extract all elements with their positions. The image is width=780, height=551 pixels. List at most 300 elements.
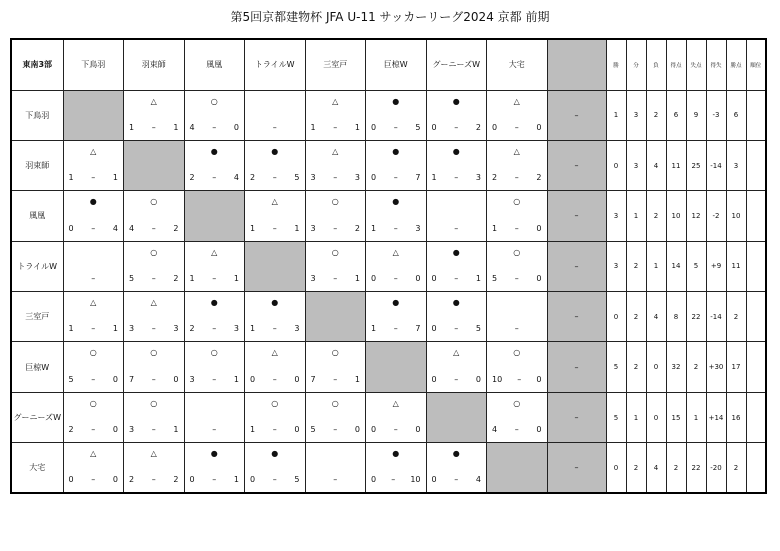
match-cell — [487, 342, 548, 392]
away-goals: 4 — [475, 475, 481, 485]
away-goals: 0 — [233, 122, 239, 132]
score-dash: – — [393, 425, 398, 435]
score-dash: – — [151, 475, 156, 485]
row-team-label: 羽束師 — [11, 140, 63, 190]
home-goals: 7 — [310, 374, 316, 384]
score-dash: – — [514, 425, 519, 435]
result-mark: ○ — [150, 348, 158, 358]
away-goals: 3 — [233, 324, 239, 334]
away-goals: 1 — [475, 274, 481, 284]
score — [311, 174, 361, 182]
score — [69, 376, 119, 384]
division-label: 東南3部 — [11, 39, 63, 90]
match-cell — [63, 241, 124, 291]
away-goals: 1 — [173, 425, 179, 435]
result-mark: △ — [453, 348, 460, 358]
stat-value: -2 — [706, 191, 726, 241]
blank-column-cell: – — [547, 90, 606, 140]
score-dash: – — [91, 374, 96, 384]
stat-value: 4 — [646, 443, 666, 493]
stat-value: 2 — [646, 191, 666, 241]
home-goals: 0 — [68, 223, 74, 233]
stat-value: 5 — [606, 392, 626, 442]
result-mark: △ — [211, 247, 218, 257]
score-dash: – — [454, 374, 459, 384]
score — [250, 476, 300, 484]
match-cell — [426, 342, 487, 392]
home-goals: 1 — [129, 122, 135, 132]
blank-column-cell: – — [547, 191, 606, 241]
score-dash: – — [151, 122, 156, 132]
away-goals: 3 — [415, 223, 421, 233]
home-goals: 0 — [250, 475, 256, 485]
stat-value: 1 — [646, 241, 666, 291]
home-goals: 5 — [129, 274, 135, 284]
stat-value: 2 — [726, 292, 746, 342]
team-row — [11, 90, 766, 140]
match-cell — [487, 292, 548, 342]
score — [371, 275, 421, 283]
score — [250, 376, 300, 384]
score — [250, 325, 300, 333]
home-goals: 10 — [492, 374, 503, 384]
match-cell — [487, 241, 548, 291]
blank-column-header — [547, 39, 606, 90]
match-cell — [305, 241, 366, 291]
result-mark: ● — [271, 146, 279, 156]
away-goals: 3 — [475, 173, 481, 183]
away-goals: 2 — [173, 274, 179, 284]
score-dash: – — [272, 475, 277, 485]
result-mark: ● — [452, 96, 460, 106]
stat-value: +30 — [706, 342, 726, 392]
score — [432, 124, 482, 132]
stat-value: 2 — [626, 443, 646, 493]
match-cell — [366, 292, 427, 342]
score — [250, 174, 300, 182]
stat-value: 4 — [646, 140, 666, 190]
score — [371, 426, 421, 434]
result-mark: △ — [150, 449, 157, 459]
away-goals: 0 — [173, 374, 179, 384]
result-mark: △ — [392, 398, 399, 408]
column-team-header: 風凰 — [184, 39, 245, 90]
home-goals: 3 — [310, 173, 316, 183]
stat-value: 2 — [646, 90, 666, 140]
result-mark: △ — [271, 348, 278, 358]
match-cell — [487, 392, 548, 442]
score — [371, 225, 421, 233]
team-row — [11, 443, 766, 493]
home-goals: 1 — [250, 425, 256, 435]
score-dash: – — [333, 374, 338, 384]
stat-value: 6 — [666, 90, 686, 140]
away-goals: 1 — [354, 122, 360, 132]
match-cell — [245, 392, 306, 442]
score-dash: – — [151, 324, 156, 334]
result-mark: △ — [332, 96, 339, 106]
stat-value: 1 — [626, 392, 646, 442]
match-cell — [366, 140, 427, 190]
result-mark: ○ — [513, 398, 521, 408]
away-goals: 1 — [173, 122, 179, 132]
away-goals: 4 — [233, 173, 239, 183]
score — [432, 376, 482, 384]
score-dash: – — [91, 324, 96, 334]
score — [250, 225, 300, 233]
score-dash: – — [212, 122, 217, 132]
blank-column-cell: – — [547, 241, 606, 291]
result-mark: ● — [210, 146, 218, 156]
away-goals: 5 — [415, 122, 421, 132]
blank-column-cell: – — [547, 140, 606, 190]
score-dash: – — [212, 475, 217, 485]
score-dash: – — [514, 223, 519, 233]
match-cell — [305, 140, 366, 190]
stat-header: 負 — [646, 39, 666, 90]
away-goals: 1 — [112, 324, 118, 334]
column-team-header: トライルW — [245, 39, 306, 90]
match-cell — [184, 443, 245, 493]
score-dash: – — [393, 324, 398, 334]
score-dash: – — [514, 274, 519, 284]
score-dash: – — [212, 374, 217, 384]
score-dash: – — [454, 122, 459, 132]
stat-value: 1 — [686, 392, 706, 442]
blank-column-cell: – — [547, 292, 606, 342]
away-goals: 10 — [410, 475, 421, 485]
match-cell — [245, 292, 306, 342]
home-goals: 0 — [371, 274, 377, 284]
home-goals: 0 — [431, 374, 437, 384]
score-dash: – — [212, 173, 217, 183]
stat-value: -14 — [706, 140, 726, 190]
match-cell — [124, 241, 185, 291]
stat-value: 5 — [606, 342, 626, 392]
stat-value: +14 — [706, 392, 726, 442]
away-goals: 3 — [354, 173, 360, 183]
home-goals: 0 — [189, 475, 195, 485]
match-cell — [184, 292, 245, 342]
row-team-label: 風凰 — [11, 191, 63, 241]
team-row — [11, 292, 766, 342]
stat-value: 1 — [626, 191, 646, 241]
match-cell — [426, 292, 487, 342]
result-mark: ● — [392, 96, 400, 106]
match-cell — [124, 90, 185, 140]
score-dash: – — [393, 223, 398, 233]
stat-value — [746, 241, 766, 291]
header-row — [11, 39, 766, 90]
result-mark: △ — [392, 247, 399, 257]
row-team-label: 大宅 — [11, 443, 63, 493]
away-goals: 1 — [354, 274, 360, 284]
stat-header: 得失 — [706, 39, 726, 90]
stat-value: 8 — [666, 292, 686, 342]
away-goals: 7 — [415, 173, 421, 183]
stat-value: 3 — [606, 191, 626, 241]
home-goals: 4 — [492, 425, 498, 435]
result-mark: ● — [392, 298, 400, 308]
match-cell — [63, 392, 124, 442]
home-goals: 4 — [129, 223, 135, 233]
self-match-cell — [426, 392, 487, 442]
result-mark: ○ — [331, 348, 339, 358]
result-mark: ● — [210, 298, 218, 308]
row-team-label: 巨椋W — [11, 342, 63, 392]
score — [250, 426, 300, 434]
score-dash: – — [333, 425, 338, 435]
score — [190, 325, 240, 333]
stat-value — [746, 191, 766, 241]
score — [371, 325, 421, 333]
result-mark: ○ — [331, 247, 339, 257]
stat-value: 2 — [626, 241, 646, 291]
home-goals: 2 — [68, 425, 74, 435]
self-match-cell — [245, 241, 306, 291]
home-goals: 1 — [189, 274, 195, 284]
score-dash: – — [91, 223, 96, 233]
home-goals: 4 — [189, 122, 195, 132]
stat-value: 16 — [726, 392, 746, 442]
row-team-label: グーニーズW — [11, 392, 63, 442]
self-match-cell — [184, 191, 245, 241]
score-dash: – — [91, 173, 96, 183]
unplayed-dash: – — [91, 274, 96, 284]
stat-value: 3 — [626, 140, 646, 190]
stat-value: 25 — [686, 140, 706, 190]
unplayed-dash: – — [454, 223, 459, 233]
home-goals: 5 — [492, 274, 498, 284]
blank-column-cell: – — [547, 392, 606, 442]
result-mark: △ — [332, 146, 339, 156]
away-goals: 1 — [294, 223, 300, 233]
away-goals: 1 — [112, 173, 118, 183]
score — [190, 275, 240, 283]
score — [492, 124, 542, 132]
away-goals: 2 — [536, 173, 542, 183]
stat-value: 10 — [666, 191, 686, 241]
away-goals: 0 — [536, 425, 542, 435]
stat-value: 0 — [606, 292, 626, 342]
home-goals: 0 — [250, 374, 256, 384]
result-mark: ● — [210, 449, 218, 459]
stat-header: 勝点 — [726, 39, 746, 90]
match-cell — [184, 90, 245, 140]
score-dash: – — [333, 223, 338, 233]
match-cell — [366, 90, 427, 140]
away-goals: 0 — [354, 425, 360, 435]
match-cell — [63, 443, 124, 493]
score-dash: – — [333, 274, 338, 284]
score-dash: – — [393, 122, 398, 132]
away-goals: 0 — [294, 374, 300, 384]
result-mark: ○ — [89, 348, 97, 358]
stat-value — [746, 443, 766, 493]
match-cell — [245, 342, 306, 392]
match-cell — [305, 392, 366, 442]
match-cell — [124, 342, 185, 392]
score-dash: – — [91, 425, 96, 435]
match-cell — [124, 443, 185, 493]
score-dash: – — [517, 374, 522, 384]
away-goals: 2 — [475, 122, 481, 132]
score — [371, 124, 421, 132]
home-goals: 1 — [371, 324, 377, 334]
score-dash: – — [514, 122, 519, 132]
match-cell — [487, 191, 548, 241]
result-mark: △ — [513, 146, 520, 156]
home-goals: 2 — [250, 173, 256, 183]
home-goals: 0 — [431, 122, 437, 132]
score-dash: – — [333, 122, 338, 132]
score — [432, 476, 482, 484]
match-cell — [245, 191, 306, 241]
result-mark: ● — [89, 197, 97, 207]
score — [492, 275, 542, 283]
score — [69, 426, 119, 434]
away-goals: 2 — [173, 223, 179, 233]
stat-header: 分 — [626, 39, 646, 90]
stat-value: 0 — [606, 443, 626, 493]
away-goals: 5 — [294, 475, 300, 485]
score — [190, 376, 240, 384]
team-row — [11, 392, 766, 442]
result-mark: △ — [90, 449, 97, 459]
unplayed-dash: – — [333, 475, 338, 485]
stat-value: 22 — [686, 443, 706, 493]
score — [492, 225, 542, 233]
stat-value: 5 — [686, 241, 706, 291]
home-goals: 1 — [310, 122, 316, 132]
stat-value: 22 — [686, 292, 706, 342]
match-cell — [426, 90, 487, 140]
score-dash: – — [272, 173, 277, 183]
self-match-cell — [487, 443, 548, 493]
league-table — [10, 38, 767, 494]
away-goals: 0 — [536, 374, 542, 384]
blank-column-cell: – — [547, 342, 606, 392]
score-dash: – — [514, 173, 519, 183]
row-team-label: トライルW — [11, 241, 63, 291]
away-goals: 3 — [173, 324, 179, 334]
match-cell — [63, 191, 124, 241]
stat-value: 3 — [626, 90, 646, 140]
away-goals: 2 — [354, 223, 360, 233]
stat-value: 12 — [686, 191, 706, 241]
score-dash: – — [151, 223, 156, 233]
score — [129, 325, 179, 333]
match-cell — [124, 292, 185, 342]
away-goals: 0 — [415, 425, 421, 435]
stat-value: 6 — [726, 90, 746, 140]
stat-header: 勝 — [606, 39, 626, 90]
score-dash: – — [151, 425, 156, 435]
result-mark: ● — [452, 146, 460, 156]
result-mark: △ — [90, 298, 97, 308]
stat-value: 10 — [726, 191, 746, 241]
score-dash: – — [393, 274, 398, 284]
stat-value: 3 — [726, 140, 746, 190]
result-mark: ○ — [331, 398, 339, 408]
match-cell — [426, 191, 487, 241]
score-dash: – — [454, 324, 459, 334]
match-cell — [305, 90, 366, 140]
away-goals: 0 — [112, 425, 118, 435]
match-cell — [245, 140, 306, 190]
home-goals: 1 — [371, 223, 377, 233]
home-goals: 0 — [371, 475, 377, 485]
score-dash: – — [151, 374, 156, 384]
score-dash: – — [212, 324, 217, 334]
home-goals: 1 — [431, 173, 437, 183]
team-row — [11, 342, 766, 392]
match-cell — [63, 140, 124, 190]
result-mark: ● — [452, 449, 460, 459]
stat-value — [746, 342, 766, 392]
row-team-label: 下鳥羽 — [11, 90, 63, 140]
home-goals: 0 — [371, 122, 377, 132]
away-goals: 1 — [354, 374, 360, 384]
result-mark: ● — [392, 197, 400, 207]
match-cell — [426, 443, 487, 493]
stat-header: 得点 — [666, 39, 686, 90]
row-team-label: 三室戸 — [11, 292, 63, 342]
home-goals: 0 — [492, 122, 498, 132]
stat-value: 15 — [666, 392, 686, 442]
home-goals: 3 — [310, 274, 316, 284]
stat-value: 0 — [606, 140, 626, 190]
away-goals: 4 — [112, 223, 118, 233]
score — [69, 174, 119, 182]
stat-value: 2 — [726, 443, 746, 493]
home-goals: 2 — [129, 475, 135, 485]
result-mark: ● — [271, 298, 279, 308]
score — [190, 476, 240, 484]
stat-value: 2 — [626, 342, 646, 392]
away-goals: 0 — [112, 374, 118, 384]
stat-value: 14 — [666, 241, 686, 291]
home-goals: 3 — [129, 425, 135, 435]
match-cell — [184, 342, 245, 392]
result-mark: ● — [392, 449, 400, 459]
team-row — [11, 191, 766, 241]
stat-value: 9 — [686, 90, 706, 140]
match-cell — [426, 140, 487, 190]
match-cell — [305, 342, 366, 392]
match-cell — [305, 191, 366, 241]
home-goals: 2 — [492, 173, 498, 183]
match-cell — [366, 191, 427, 241]
score — [129, 124, 179, 132]
match-cell — [184, 392, 245, 442]
home-goals: 0 — [431, 475, 437, 485]
away-goals: 5 — [475, 324, 481, 334]
score — [311, 426, 361, 434]
result-mark: ● — [271, 449, 279, 459]
score-dash: – — [91, 475, 96, 485]
score-dash: – — [454, 274, 459, 284]
score-dash: – — [272, 223, 277, 233]
score — [129, 275, 179, 283]
result-mark: △ — [150, 298, 157, 308]
score-dash: – — [391, 475, 396, 485]
page-title: 第5回京都建物杯 JFA U-11 サッカーリーグ2024 京都 前期 — [230, 10, 550, 24]
away-goals: 0 — [536, 122, 542, 132]
score — [371, 174, 421, 182]
self-match-cell — [63, 90, 124, 140]
score-dash: – — [272, 425, 277, 435]
